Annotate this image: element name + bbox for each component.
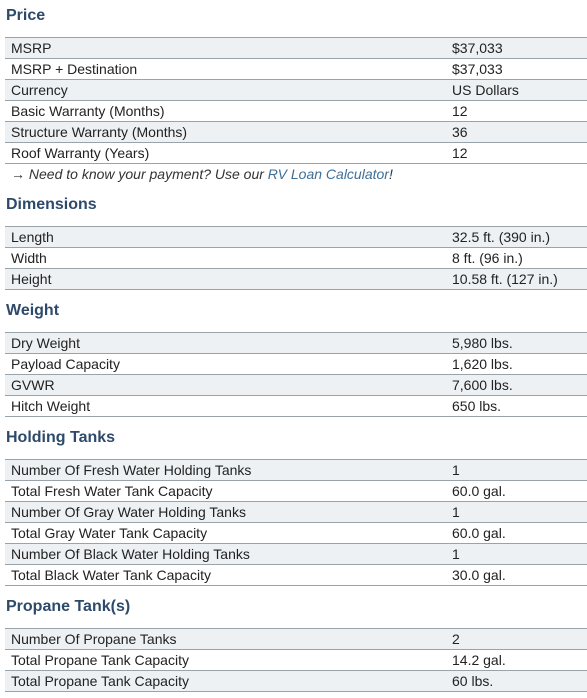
table-row bbox=[5, 671, 587, 692]
row-label: Total Fresh Water Tank Capacity bbox=[11, 483, 213, 499]
row-value: 5,980 lbs. bbox=[452, 335, 513, 351]
table-row bbox=[5, 59, 587, 80]
arrow-right-icon: → bbox=[11, 166, 25, 182]
table-row bbox=[5, 629, 587, 650]
row-label: Total Propane Tank Capacity bbox=[11, 652, 189, 668]
table-row bbox=[5, 38, 587, 59]
row-label: MSRP bbox=[11, 40, 52, 56]
row-label: Total Black Water Tank Capacity bbox=[11, 567, 211, 583]
rv-loan-calculator-link[interactable]: RV Loan Calculator bbox=[267, 166, 389, 182]
row-label: GVWR bbox=[11, 377, 55, 393]
table-row bbox=[5, 333, 587, 354]
spec-table-propane-tanks bbox=[5, 628, 587, 692]
table-row bbox=[5, 544, 587, 565]
loan-note-suffix: ! bbox=[388, 166, 393, 182]
row-value: 60.0 gal. bbox=[452, 525, 506, 541]
row-value: 1 bbox=[452, 462, 460, 478]
spec-table-weight bbox=[5, 332, 587, 417]
row-label: Total Gray Water Tank Capacity bbox=[11, 525, 208, 541]
row-label: Number Of Fresh Water Holding Tanks bbox=[11, 462, 252, 478]
row-label: MSRP + Destination bbox=[11, 61, 138, 77]
loan-note-text: Need to know your payment? Use our bbox=[28, 166, 264, 182]
table-row bbox=[5, 565, 587, 586]
row-label: Length bbox=[11, 229, 54, 245]
row-value: $37,033 bbox=[452, 40, 503, 56]
row-value: 8 ft. (96 in.) bbox=[452, 250, 523, 266]
table-row bbox=[5, 523, 587, 544]
section-title-dimensions: Dimensions bbox=[6, 196, 97, 213]
table-row bbox=[5, 227, 587, 248]
row-value: 1 bbox=[452, 504, 460, 520]
row-label: Width bbox=[11, 250, 47, 266]
row-value: 2 bbox=[452, 631, 460, 647]
row-value: $37,033 bbox=[452, 61, 503, 77]
table-row bbox=[5, 80, 587, 101]
row-label: Number Of Gray Water Holding Tanks bbox=[11, 504, 246, 520]
row-label: Number Of Black Water Holding Tanks bbox=[11, 546, 250, 562]
row-value: 12 bbox=[452, 145, 468, 161]
row-value: 60 lbs. bbox=[452, 673, 494, 689]
table-row bbox=[5, 502, 587, 523]
section-title-propane-tanks: Propane Tank(s) bbox=[6, 598, 131, 615]
row-value: 7,600 lbs. bbox=[452, 377, 513, 393]
table-row bbox=[5, 354, 587, 375]
row-label: Structure Warranty (Months) bbox=[11, 124, 188, 140]
row-value: 12 bbox=[452, 103, 468, 119]
row-label: Currency bbox=[11, 82, 68, 98]
row-value: 1,620 lbs. bbox=[452, 356, 513, 372]
table-row bbox=[5, 101, 587, 122]
table-row bbox=[5, 375, 587, 396]
section-title-holding-tanks: Holding Tanks bbox=[6, 429, 116, 446]
spec-table-price bbox=[5, 37, 587, 164]
loan-calculator-note bbox=[11, 164, 393, 184]
section-title-weight: Weight bbox=[6, 302, 60, 319]
section-title-price: Price bbox=[6, 7, 46, 24]
row-value: 10.58 ft. (127 in.) bbox=[452, 271, 558, 287]
row-value: 30.0 gal. bbox=[452, 567, 506, 583]
row-value: 650 lbs. bbox=[452, 398, 502, 414]
row-value: 36 bbox=[452, 124, 468, 140]
row-label: Hitch Weight bbox=[11, 398, 91, 414]
table-row bbox=[5, 143, 587, 164]
row-value: 32.5 ft. (390 in.) bbox=[452, 229, 551, 245]
row-label: Total Propane Tank Capacity bbox=[11, 673, 189, 689]
table-row bbox=[5, 460, 587, 481]
spec-table-dimensions bbox=[5, 226, 587, 290]
spec-table-holding-tanks bbox=[5, 459, 587, 586]
row-label: Number Of Propane Tanks bbox=[11, 631, 177, 647]
table-row bbox=[5, 481, 587, 502]
row-value: 60.0 gal. bbox=[452, 483, 506, 499]
table-row bbox=[5, 248, 587, 269]
row-label: Dry Weight bbox=[11, 335, 80, 351]
row-label: Roof Warranty (Years) bbox=[11, 145, 150, 161]
table-row bbox=[5, 396, 587, 417]
row-value: 14.2 gal. bbox=[452, 652, 506, 668]
table-row bbox=[5, 650, 587, 671]
row-value: 1 bbox=[452, 546, 460, 562]
row-label: Height bbox=[11, 271, 52, 287]
row-label: Payload Capacity bbox=[11, 356, 120, 372]
row-label: Basic Warranty (Months) bbox=[11, 103, 165, 119]
table-row bbox=[5, 269, 587, 290]
table-row bbox=[5, 122, 587, 143]
row-value: US Dollars bbox=[452, 82, 519, 98]
